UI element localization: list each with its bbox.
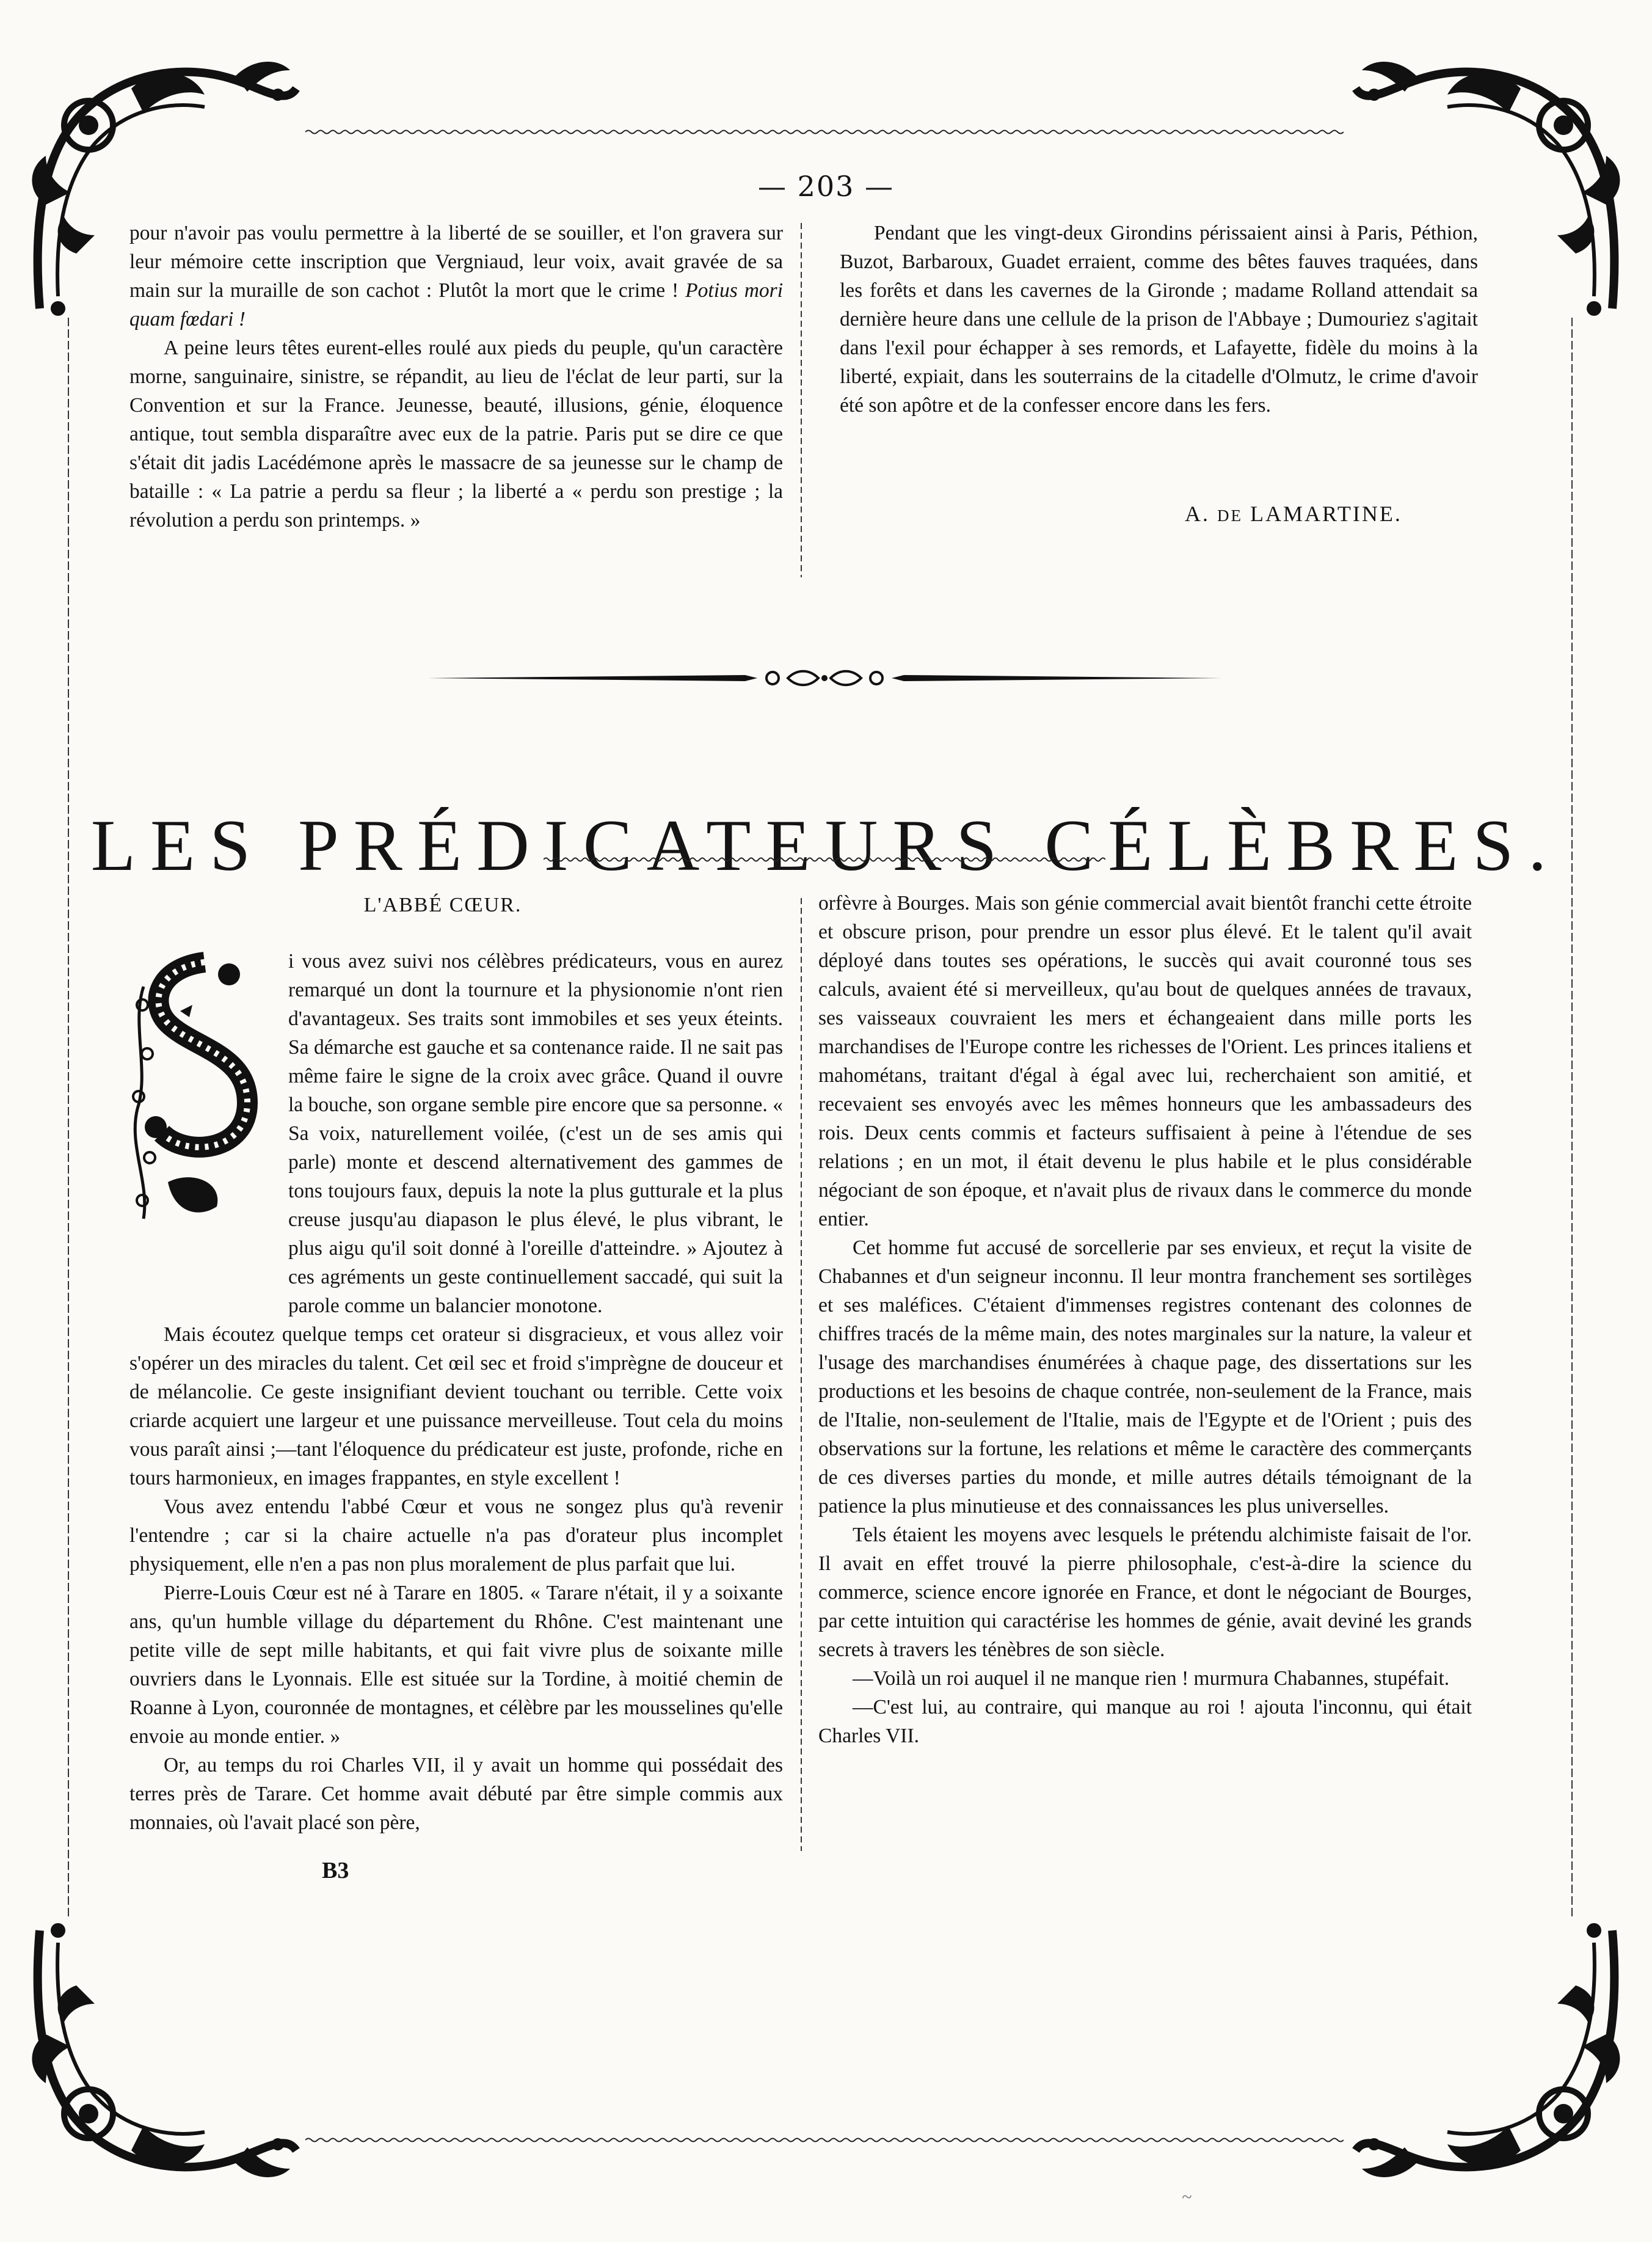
paragraph: Pierre-Louis Cœur est né à Tarare en 1805. « Tarare n'était, il y a soixante ans, qu'un humble village du département du Rhône. C'est maintenant une petite ville de sept mille habitants, et qui fait vivre plus de soixante mille ouvriers dans le Lyonnais. Elle est située sur la Tordine, à moitié chemin de Roanne à Lyon, couronnée de montagnes, et célèbre par les mousselines qu'elle envoie au monde entier. »: [129, 1582, 783, 1748]
top-right-column: [840, 219, 1478, 420]
column-divider: [800, 223, 802, 577]
paragraph: —C'est lui, au contraire, qui manque au roi ! ajouta l'inconnu, qui était Charles VII.: [818, 1696, 1472, 1747]
border-bottom-rule: [305, 2136, 1344, 2144]
border-left-rule: [65, 318, 72, 1918]
article-left-column: [129, 947, 783, 1837]
section-divider-ornament: [428, 666, 1221, 690]
paragraph: Pendant que les vingt-deux Girondins périssaient ainsi à Paris, Péthion, Buzot, Barbaroux, Guadet erraient, comme des bêtes fauves traquées, dans les forêts et dans les cavernes de la Gironde ; madame Rolland attendait sa dernière heure dans une cellule de la prison de l'Abbaye ; Dumouriez s'agitait dans l'exil pour échapper à ses remords, et Lafayette, fidèle du moins à la liberté, expiait, dans les souterrains de la citadelle d'Olmutz, le crime d'avoir été son apôtre et de la confesser encore dans les fers.: [840, 222, 1478, 417]
border-right-rule: [1568, 318, 1576, 1918]
paragraph: i vous avez suivi nos célèbres prédicateurs, vous en aurez remarqué un dont la tournure et la physionomie n'ont rien d'avantageux. Ses traits sont immobiles et ses yeux éteints. Sa démarche est gauche et sa contenance raide. Il ne sait pas même faire le signe de la croix avec grâce. Quand il ouvre la bouche, son organe semble pire encore que sa personne. « Sa voix, naturellement voilée, (c'est un de ses amis qui parle) monte et descend alternativement des gammes de tons toujours faux, depuis la note la plus gutturale et la plus creuse jusqu'au diapason le plus élevé, le plus vibrant, le plus aigu qu'il soit donné à l'oreille d'atteindre. » Ajoutez à ces agréments un geste continuellement saccadé, qui suit la parole comme un balancier monotone.: [288, 950, 783, 1317]
article-right-column: [818, 889, 1472, 1750]
corner-ornament-bottom-left: [21, 1918, 308, 2187]
headline-underline: [544, 855, 1105, 864]
author-signature: A. DE LAMARTINE.: [1185, 502, 1402, 526]
paragraph: pour n'avoir pas voulu permettre à la liberté de se souiller, et l'on gravera sur leur mémoire cette inscription que Vergniaud, leur voix, avait gravée de sa main sur la muraille de son cachot : Plutôt la mort que le crime ! Potius mori quam fœdari !: [129, 222, 784, 330]
article-subhead: L'ABBÉ CŒUR.: [363, 894, 522, 916]
page-number: — 203 —: [757, 170, 895, 203]
paragraph: —Voilà un roi auquel il ne manque rien ! murmura Chabannes, stupéfait.: [853, 1667, 1450, 1690]
column-divider: [800, 898, 802, 1851]
paragraph: Vous avez entendu l'abbé Cœur et vous ne songez plus qu'à revenir l'entendre ; car si la chaire actuelle n'a pas d'orateur plus incomplet physiquement, elle n'en a pas non plus moralement de plus parfait que lui.: [129, 1495, 783, 1576]
corner-ornament-bottom-right: [1344, 1918, 1631, 2187]
latin-quote: Potius mori quam fœdari !: [129, 279, 784, 330]
stray-mark: ~: [1182, 2187, 1192, 2207]
paragraph: Mais écoutez quelque temps cet orateur si disgracieux, et vous allez voir s'opérer un des miracles du talent. Cet œil sec et froid s'imprègne de douceur et de mélancolie. Ce geste insignifiant devient touchant ou terrible. Cette voix criarde acquiert une largeur et une puissance merveilleuse. Tout cela du moins vous paraît ainsi ;—tant l'éloquence du prédicateur est juste, profonde, riche en tours harmonieux, en images frappantes, en style excellent !: [129, 1323, 783, 1489]
top-left-column: [129, 219, 783, 535]
paragraph: orfèvre à Bourges. Mais son génie commercial avait bientôt franchi cette étroite et obscure prison, pour prendre un essor plus élevé. Et le talent qu'il avait déployé dans toutes ses opérations, le succès qui avait couronné tous ses calculs, avaient été si merveilleux, qu'au bout de quelques années de travaux, ses vaisseaux couvraient les mers et échangeaient dans mille ports les marchandises de l'Europe contre les richesses de l'Orient. Les princes italiens et mahométans, traitant d'égal à égal avec lui, recherchaient son amitié, et recevaient ses envoyés avec les mêmes honneurs que les ambassadeurs des rois. Deux cents commis et facteurs suffisaient à peine à l'étendue de ses relations ; en un mot, il était devenu le plus habile et le plus considérable négociant de son époque, et n'avait plus de rivaux dans le commerce du monde entier.: [818, 892, 1472, 1230]
paragraph: Tels étaient les moyens avec lesquels le prétendu alchimiste faisait de l'or. Il avait en effet trouvé la pierre philosophale, c'est-à-dire la science du commerce, science encore ignorée en France, et dont le négociant de Bourges, par cette intuition qui caractérise les hommes de génie, avait deviné les grands secrets à travers les ténèbres de son siècle.: [818, 1524, 1472, 1661]
paragraph: A peine leurs têtes eurent-elles roulé aux pieds du peuple, qu'un caractère morne, sanguinaire, sinistre, se répandit, au lieu de l'éclat de leur parti, sur la Convention et sur la France. Jeunesse, beauté, illusions, génie, éloquence antique, tout sembla disparaître avec eux de la patrie. Paris put se dire ce que s'était dit jadis Lacédémone après le massacre de sa jeunesse sur le champ de bataille : « La patrie a perdu sa fleur ; la liberté a « perdu son prestige ; la révolution a perdu son printemps. »: [129, 337, 783, 531]
article-headline: LES PRÉDICATEURS CÉLÈBRES.: [90, 805, 1562, 886]
printer-signature-mark: B3: [322, 1858, 349, 1883]
border-top-rule: [305, 128, 1344, 136]
paragraph: Cet homme fut accusé de sorcellerie par ses envieux, et reçut la visite de Chabannes et d'un seigneur inconnu. Il leur montra franchement ses sortilèges et ses maléfices. C'étaient d'immenses registres contenant des colonnes de chiffres tracés de la même main, des notes marginales sur la nature, la valeur et l'usage des marchandises énumérées à chaque page, des dissertations sur les productions et les besoins de chaque contrée, non-seulement de la France, mais de l'Italie, non-seulement de l'Italie, mais de l'Egypte et de l'Orient ; puis des observations sur la fortune, les relations et même le caractère des commerçants de ces diverses parties du monde, et mille autres détails témoignant de la patience la plus minutieuse et des connaissances les plus universelles.: [818, 1236, 1472, 1517]
paragraph: Or, au temps du roi Charles VII, il y avait un homme qui possédait des terres près de Tarare. Cet homme avait débuté par être simple commis aux monnaies, où l'avait placé son père,: [129, 1754, 783, 1834]
